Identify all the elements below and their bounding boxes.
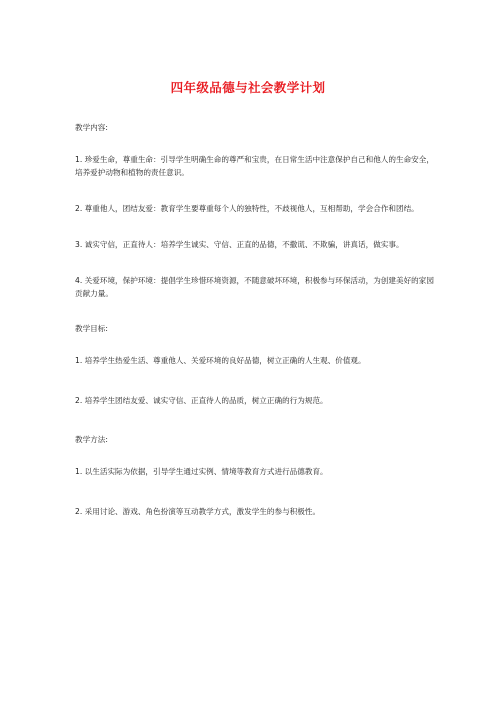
section-heading-goals: 教学目标: [75,324,108,333]
content-item-3: 3. 诚实守信，正直待人：培养学生诚实、守信、正直的品德，不撒谎、不欺骗，讲真话，做实事。 [75,240,404,249]
content-item-4: 4. 关爱环境，保护环境：提倡学生珍惜环境资源，不随意破坏环境，积极参与环保活动，为创建美好的家园贡献力量。 [75,276,434,298]
method-item-2: 2. 采用讨论、游戏、角色扮演等互动教学方式，激发学生的参与积极性。 [75,507,321,516]
content-item-2: 2. 尊重他人，团结友爱：教育学生要尊重每个人的独特性，不歧视他人，互相帮助，学会合作和团结。 [75,204,419,213]
section-heading-methods: 教学方法: [75,435,108,444]
method-item-1: 1. 以生活实际为依据，引导学生通过实例、情境等教育方式进行品德教育。 [75,467,328,476]
section-heading-content: 教学内容: [75,123,108,132]
content-item-1: 1. 珍爱生命，尊重生命：引导学生明确生命的尊严和宝贵，在日常生活中注意保护自己和他人的生命安全，培养爱护动物和植物的责任意识。 [75,155,434,177]
goal-item-1: 1. 培养学生热爱生活、尊重他人、关爱环境的良好品德，树立正确的人生观、价值观。 [75,356,366,365]
document-title: 四年级品德与社会教学计划 [170,80,326,95]
goal-item-2: 2. 培养学生团结友爱、诚实守信、正直待人的品质，树立正确的行为规范。 [75,396,328,405]
